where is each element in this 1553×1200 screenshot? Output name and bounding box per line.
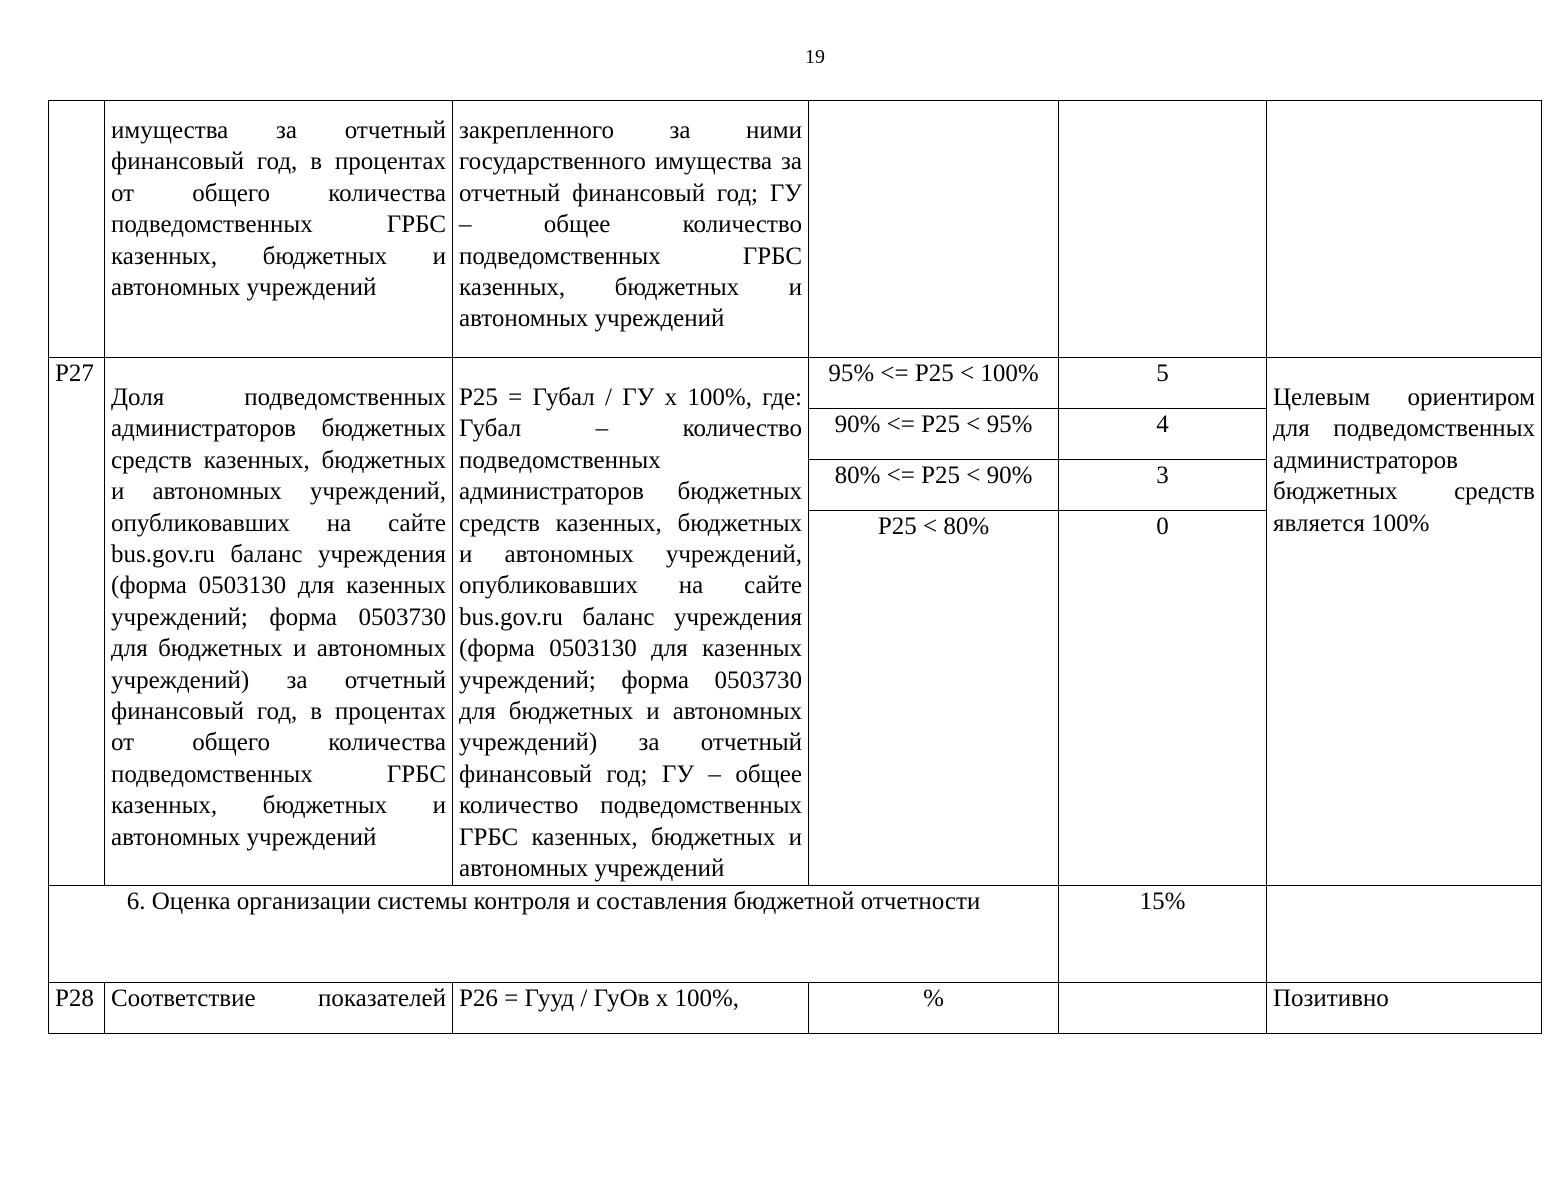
note-cell bbox=[1267, 885, 1542, 982]
criteria-cell: Р25 < 80% bbox=[809, 511, 1059, 886]
note-cell bbox=[1267, 101, 1542, 358]
table-row bbox=[49, 101, 1542, 358]
score-cell: 5 bbox=[1059, 358, 1267, 409]
indicator-formula-cell: закрепленного за ними государственного имущества за отчетный финансовый год; ГУ – общее количество подведомственных ГРБС казенных, бюджетных и автономных учреждений bbox=[453, 101, 809, 358]
score-cell: 0 bbox=[1059, 511, 1267, 886]
page-number: 19 bbox=[805, 46, 825, 68]
score-cell: 3 bbox=[1059, 460, 1267, 511]
score-cell bbox=[1059, 982, 1267, 1033]
note-cell: Целевым ориентиром для подведомственных администраторов бюджетных средств является 100% bbox=[1267, 358, 1542, 886]
criteria-cell: % bbox=[809, 982, 1059, 1033]
score-cell: 4 bbox=[1059, 409, 1267, 460]
criteria-cell bbox=[809, 101, 1059, 358]
indicator-name-cell: имущества за отчетный финансовый год, в процентах от общего количества подведомственных ГРБС казенных, бюджетных и автономных учреждений bbox=[105, 101, 453, 358]
criteria-cell: 95% <= Р25 < 100% bbox=[809, 358, 1059, 409]
indicator-number-cell: Р27 bbox=[49, 358, 105, 886]
indicator-name-cell: Доля подведомственных администраторов бюджетных средств казенных, бюджетных и автономных учреждений, опубликовавших на сайте bus.gov.ru баланс учреждения (форма 0503130 для казенных учреждений; форма 0503730 для бюджетных и автономных учреждений) за отчетный финансовый год, в процентах от общего количества подведомственных ГРБС казенных, бюджетных и автономных учреждений bbox=[105, 358, 453, 886]
indicator-number-cell: Р28 bbox=[49, 982, 105, 1033]
table-row bbox=[49, 358, 1542, 409]
indicator-number-cell bbox=[49, 101, 105, 358]
score-cell bbox=[1059, 101, 1267, 358]
section-title: 6. Оценка организации системы контроля и составления бюджетной отчетности bbox=[49, 885, 1059, 982]
indicator-formula-cell: Р25 = Губал / ГУ х 100%, где: Губал – количество подведомственных администраторов бюджетных средств казенных, бюджетных и автономных учреждений, опубликовавших на сайте bus.gov.ru баланс учреждения (форма 0503130 для казенных учреждений; форма 0503730 для бюджетных и автономных учреждений) за отчетный финансовый год; ГУ – общее количество подведомственных ГРБС казенных, бюджетных и автономных учреждений bbox=[453, 358, 809, 886]
indicator-formula-cell: Р26 = Гууд / ГуОв х 100%, bbox=[453, 982, 809, 1033]
table-row bbox=[49, 982, 1542, 1033]
section-row bbox=[49, 885, 1542, 982]
section-weight: 15% bbox=[1059, 885, 1267, 982]
criteria-cell: 80% <= Р25 < 90% bbox=[809, 460, 1059, 511]
indicators-table bbox=[48, 100, 1542, 1034]
indicator-name-cell: Соответствие показателей bbox=[105, 982, 453, 1033]
note-cell: Позитивно bbox=[1267, 982, 1542, 1033]
criteria-cell: 90% <= Р25 < 95% bbox=[809, 409, 1059, 460]
